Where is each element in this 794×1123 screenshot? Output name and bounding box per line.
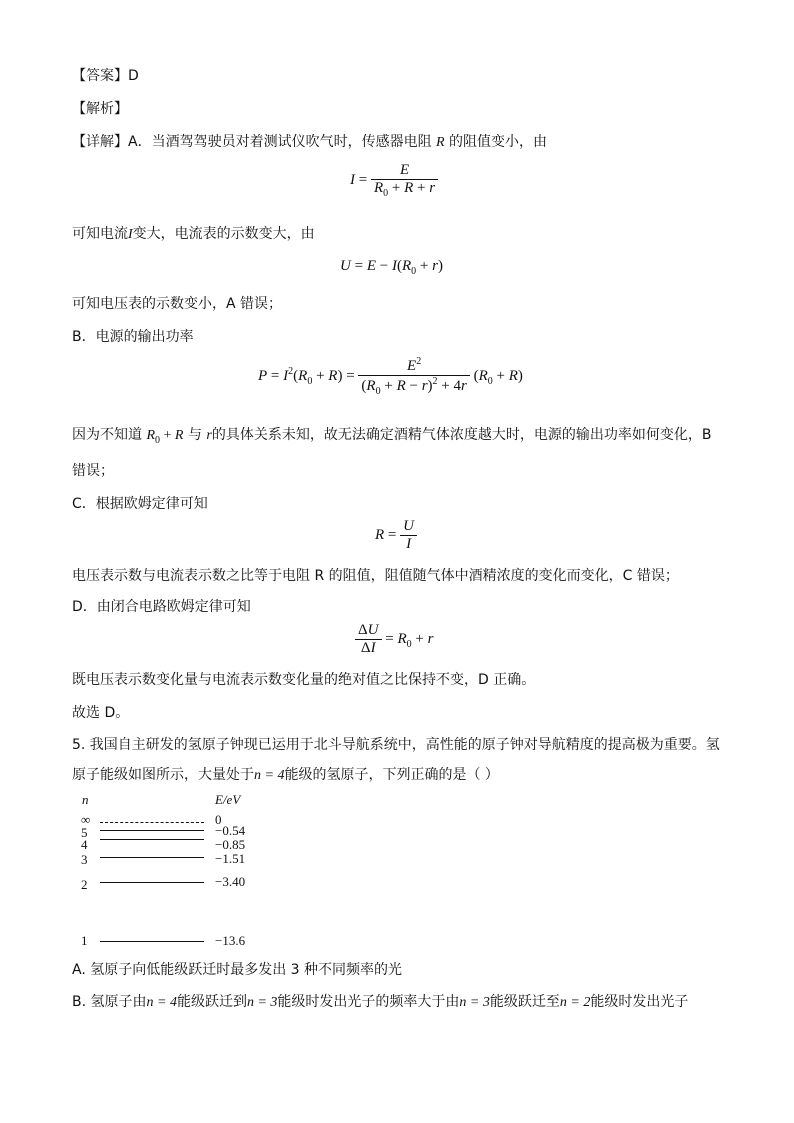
- level-label-inf: ∞: [81, 812, 91, 827]
- option-b-n3b: n = 3: [459, 995, 490, 1010]
- q5-n4: n = 4: [254, 768, 285, 783]
- option-b-2: 能级跃迁到: [176, 994, 247, 1010]
- detail-paragraph: [72, 132, 547, 153]
- option-b-1: B. 氢原子由: [72, 994, 147, 1010]
- level-label-3: 3: [81, 852, 88, 867]
- energy-axis-label: E/eV: [215, 792, 241, 807]
- level-energy-3: −1.51: [215, 851, 246, 866]
- option-c-heading: C．根据欧姆定律可知: [72, 496, 208, 512]
- var-R: R: [436, 135, 445, 150]
- q5-line2-post: 能级的氢原子，下列正确的是（ ）: [284, 767, 499, 783]
- n-axis-label: n: [82, 792, 89, 807]
- level-line-1: [100, 941, 204, 942]
- because-line: [72, 425, 711, 451]
- detail-intro: 【详解】A．当酒驾驾驶员对着测试仪吹气时，传感器电阻: [72, 134, 432, 150]
- because-pre: 因为不知道: [72, 427, 142, 443]
- option-b-n3: n = 3: [246, 995, 278, 1010]
- level-line-inf: [100, 822, 204, 823]
- option-b-5: 能级时发出光子: [590, 994, 689, 1010]
- equation-power: $P = I^2(R_0 + R)$ = $\frac{E^2}{(R_0 + R - r)^2 + 4r}$ $(R_0 + R)$: [258, 356, 523, 397]
- equation-voltage: $U = E - I(R_0 + r)$: [340, 258, 443, 277]
- detail-intro-end: 的阻值变小，由: [449, 134, 548, 150]
- choose-line: 故选 D。: [72, 705, 130, 721]
- q5-line2: [72, 765, 499, 786]
- r0-plus-r: $R_0 + R$: [146, 428, 184, 446]
- var-I: I: [128, 227, 133, 242]
- option-b-n4: n = 4: [146, 995, 177, 1010]
- level-line-4: [100, 839, 204, 840]
- option-c-text: 电压表示数与电流表示数之比等于电阻 R 的阻值，阻值随气体中酒精浓度的变化而变化，C 错误；: [72, 568, 679, 584]
- because-mid: 与: [187, 427, 202, 443]
- equation-ohm: R = $\frac{U}{I}$: [375, 518, 417, 553]
- option-b-heading: B．电源的输出功率: [72, 329, 194, 345]
- option-d-heading: D．由闭合电路欧姆定律可知: [72, 599, 251, 615]
- level-label-1: 1: [81, 933, 88, 948]
- level-label-4: 4: [81, 837, 88, 852]
- current-pre: 可知电流: [72, 226, 128, 242]
- option-b-4: 能级跃迁至: [489, 994, 560, 1010]
- level-energy-1: −13.6: [215, 933, 246, 948]
- option-b: [72, 992, 688, 1013]
- wrong-line: 错误；: [72, 463, 114, 479]
- voltage-line: 可知电压表的示数变小，A 错误；: [72, 296, 283, 312]
- level-energy-inf: 0: [215, 812, 222, 827]
- level-line-2: [100, 882, 204, 883]
- equation-current: I = $\frac{E}{R_0 + R + r}$: [350, 162, 438, 199]
- option-d-text: 既电压表示数变化量与电流表示数变化量的绝对值之比保持不变，D 正确。: [72, 672, 536, 688]
- q5-line1: 5. 我国自主研发的氢原子钟现已运用于北斗导航系统中，高性能的原子钟对导航精度的提高极为重要。氢: [72, 737, 720, 753]
- level-energy-4: −0.85: [215, 837, 246, 852]
- current-line: [72, 224, 315, 245]
- level-energy-5: −0.54: [215, 823, 246, 838]
- level-label-2: 2: [81, 877, 88, 892]
- option-b-3: 能级时发出光子的频率大于由: [277, 994, 460, 1010]
- level-line-5: [100, 830, 204, 831]
- current-post: 变大，电流表的示数变大，由: [132, 226, 315, 242]
- level-energy-2: −3.40: [215, 874, 246, 889]
- level-label-5: 5: [81, 825, 88, 840]
- analysis-label: 【解析】: [72, 101, 128, 117]
- energy-level-diagram: [72, 792, 272, 952]
- var-r: r: [206, 428, 212, 443]
- option-b-n2: n = 2: [559, 995, 591, 1010]
- q5-line2-pre: 原子能级如图所示，大量处于: [72, 767, 254, 783]
- answer-label: 【答案】D: [72, 68, 139, 84]
- because-post: 的具体关系未知，故无法确定酒精气体浓度越大时，电源的输出功率如何变化，B: [211, 427, 712, 443]
- option-a: A. 氢原子向低能级跃迁时最多发出 3 种不同频率的光: [72, 962, 403, 978]
- equation-delta: $\frac{\Delta U}{\Delta I}$ = $R_0 + r$: [355, 622, 433, 657]
- level-line-3: [100, 857, 204, 858]
